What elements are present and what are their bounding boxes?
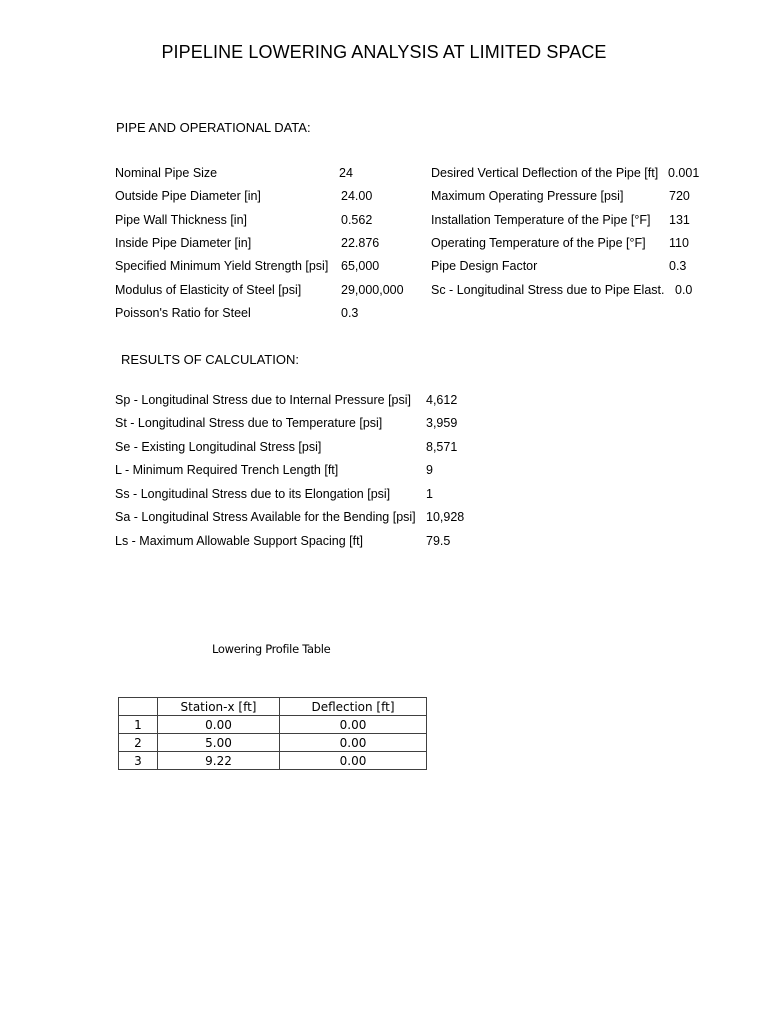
table-row bbox=[119, 734, 427, 752]
pipe-data-label: Outside Pipe Diameter [in] bbox=[115, 189, 261, 203]
result-label: Se - Existing Longitudinal Stress [psi] bbox=[115, 440, 322, 454]
pipe-data-label: Specified Minimum Yield Strength [psi] bbox=[115, 259, 329, 273]
table-cell: 0.00 bbox=[280, 752, 427, 770]
result-value: 9 bbox=[426, 463, 433, 477]
pipe-data-value: 0.3 bbox=[341, 306, 359, 320]
table-header-cell bbox=[119, 698, 158, 716]
pipe-data-label: Pipe Wall Thickness [in] bbox=[115, 213, 247, 227]
result-label: Ss - Longitudinal Stress due to its Elongation [psi] bbox=[115, 487, 391, 501]
result-value: 1 bbox=[426, 487, 433, 501]
results-heading: RESULTS OF CALCULATION: bbox=[121, 352, 299, 367]
pipe-data-label: Desired Vertical Deflection of the Pipe [ft] bbox=[431, 166, 659, 180]
pipe-data-label: Maximum Operating Pressure [psi] bbox=[431, 189, 624, 203]
pipe-data-value: 0.0 bbox=[675, 283, 693, 297]
pipe-data-value: 0.001 bbox=[668, 166, 700, 180]
result-value: 4,612 bbox=[426, 393, 458, 407]
pipe-data-label: Installation Temperature of the Pipe [°F] bbox=[431, 213, 651, 227]
table-header-cell: Station-x [ft] bbox=[158, 698, 280, 716]
table-cell: 1 bbox=[119, 716, 158, 734]
pipe-data-value: 29,000,000 bbox=[341, 283, 404, 297]
pipe-data-label: Modulus of Elasticity of Steel [psi] bbox=[115, 283, 302, 297]
pipe-data-heading: PIPE AND OPERATIONAL DATA: bbox=[116, 120, 311, 135]
profile-table-caption: Lowering Profile Table bbox=[212, 642, 331, 656]
pipe-data-value: 720 bbox=[669, 189, 690, 203]
result-value: 10,928 bbox=[426, 510, 465, 524]
pipe-data-value: 110 bbox=[669, 236, 689, 250]
result-label: Ls - Maximum Allowable Support Spacing [ft] bbox=[115, 534, 364, 548]
lowering-profile-table bbox=[118, 697, 427, 770]
table-header-row bbox=[119, 698, 427, 716]
result-value: 8,571 bbox=[426, 440, 458, 454]
table-cell: 5.00 bbox=[158, 734, 280, 752]
table-cell: 0.00 bbox=[158, 716, 280, 734]
pipe-data-value: 24 bbox=[339, 166, 353, 180]
pipe-data-value: 24.00 bbox=[341, 189, 373, 203]
table-header-cell: Deflection [ft] bbox=[280, 698, 427, 716]
pipe-data-label: Pipe Design Factor bbox=[431, 259, 538, 273]
table-row bbox=[119, 752, 427, 770]
pipe-data-label: Operating Temperature of the Pipe [°F] bbox=[431, 236, 646, 250]
table-row bbox=[119, 716, 427, 734]
pipe-data-value: 65,000 bbox=[341, 259, 380, 273]
result-label: L - Minimum Required Trench Length [ft] bbox=[115, 463, 339, 477]
table-cell: 0.00 bbox=[280, 734, 427, 752]
table-cell: 0.00 bbox=[280, 716, 427, 734]
result-value: 3,959 bbox=[426, 416, 458, 430]
pipe-data-label: Sc - Longitudinal Stress due to Pipe Elast. bbox=[431, 283, 665, 297]
pipe-data-value: 22.876 bbox=[341, 236, 380, 250]
pipe-data-value: 0.562 bbox=[341, 213, 373, 227]
pipe-data-label: Poisson's Ratio for Steel bbox=[115, 306, 251, 320]
pipe-data-value: 131 bbox=[669, 213, 690, 227]
table-cell: 2 bbox=[119, 734, 158, 752]
pipe-data-value: 0.3 bbox=[669, 259, 687, 273]
pipe-data-label: Nominal Pipe Size bbox=[115, 166, 218, 180]
result-label: Sa - Longitudinal Stress Available for the Bending [psi] bbox=[115, 510, 416, 524]
result-label: Sp - Longitudinal Stress due to Internal Pressure [psi] bbox=[115, 393, 411, 407]
pipe-data-label: Inside Pipe Diameter [in] bbox=[115, 236, 252, 250]
table-cell: 9.22 bbox=[158, 752, 280, 770]
page-title: PIPELINE LOWERING ANALYSIS AT LIMITED SPACE bbox=[161, 42, 607, 62]
result-label: St - Longitudinal Stress due to Temperature [psi] bbox=[115, 416, 383, 430]
result-value: 79.5 bbox=[426, 534, 451, 548]
table-cell: 3 bbox=[119, 752, 158, 770]
